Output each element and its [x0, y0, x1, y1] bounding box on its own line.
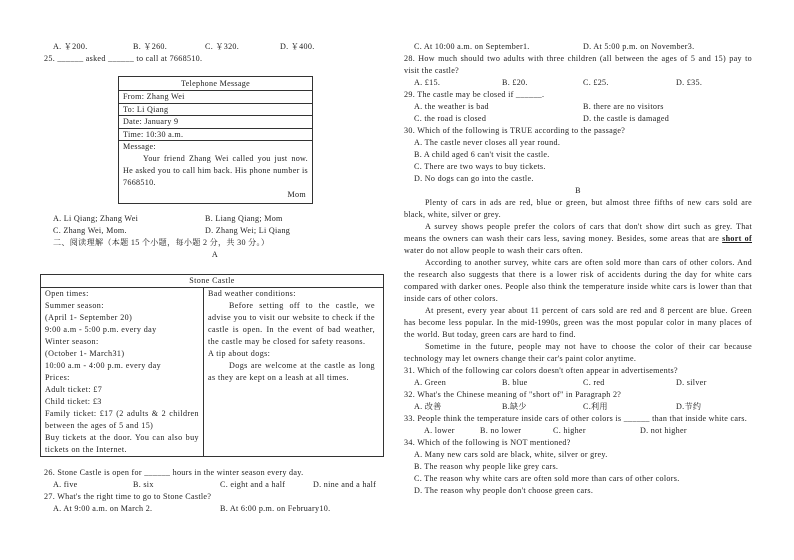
q32-stem: 32. What's the Chinese meaning of "short of" in Paragraph 2? [404, 390, 622, 399]
dogs-tip-text: Dogs are welcome at the castle as long as they are kept on a leash at all times. [208, 361, 375, 382]
dogs-tip-label: A tip about dogs: [208, 349, 271, 358]
message-time: Time: 10:30 a.m. [119, 129, 312, 142]
q28-stem: 28. How much should two adults with three children (all between the ages of 5 and 15) pay to visit the castle? [404, 54, 752, 75]
q26-option-c: C. eight and a half [220, 480, 286, 489]
q26-option-a: A. five [53, 480, 78, 489]
q29-options-row-1 [404, 101, 752, 113]
passage-b-paragraph-3: According to another survey, white cars are often sold more than cars of other colors. And the research also suggests that there is a lower risk of accidents during the day for white cars compared with darker ones. People also think the temperature inside white cars is lower than that inside cars of other colors. [404, 258, 752, 303]
message-from: From: Zhang Wei [119, 91, 312, 104]
message-content [119, 141, 312, 203]
q28-option-d: D. £35. [676, 78, 703, 87]
q33-stem: 33. People think the temperature inside cars of other colors is ______ than that inside white cars. [404, 414, 748, 423]
q31-option-c: C. red [583, 378, 605, 387]
q31-option-d: D. silver [676, 378, 707, 387]
winter-season-dates: (October 1- March31) [45, 349, 125, 358]
q25-stem: 25. ______ asked ______ to call at 7668510. [44, 54, 203, 63]
message-body: Your friend Zhang Wei called you just now. He asked you to call him back. His phone number is 7668510. [123, 154, 308, 187]
bad-weather-text: Before setting off to the castle, we advise you to visit our website to check if the castle is open. In the event of bad weather, the castle may be closed for safety reasons. [208, 301, 375, 346]
prices-label: Prices: [45, 373, 70, 382]
summer-season-hours: 9:00 a.m - 5:00 p.m. every day [45, 325, 157, 334]
summer-season-dates: (April 1- September 20) [45, 313, 133, 322]
q33-option-b: B. no lower [480, 426, 522, 435]
q33-option-d: D. not higher [640, 426, 687, 435]
message-date: Date: January 9 [119, 116, 312, 129]
q31-option-a: A. Green [414, 378, 447, 387]
q30-option-b: B. A child aged 6 can't visit the castle. [414, 150, 550, 159]
q29-option-a: A. the weather is bad [414, 102, 489, 111]
q26-stem: 26. Stone Castle is open for ______ hours in the winter season every day. [44, 468, 304, 477]
q27-option-a: A. At 9:00 a.m. on March 2. [53, 504, 153, 513]
child-ticket-price: Child ticket: £3 [45, 397, 102, 406]
telephone-message-box [118, 76, 313, 204]
stone-castle-body [41, 288, 383, 456]
stone-castle-notice [40, 274, 384, 457]
stone-castle-notes [204, 288, 383, 456]
message-to: To: Li Qiang [119, 104, 312, 117]
message-signature: Mom [287, 190, 306, 199]
paragraph-2-text-before: A survey shows people prefer the colors of cars that don't show dirt such as grey. That means the owners can wash their cars less, saving money. Besides, some areas that are [404, 222, 752, 243]
passage-a-label: A [211, 250, 219, 259]
message-label: Message: [123, 142, 156, 151]
paragraph-2-text-after: water do not allow people to wash their cars often. [404, 246, 583, 255]
stone-castle-times-prices [41, 288, 204, 456]
q33-options [404, 425, 752, 437]
q27-option-d: D. At 5:00 p.m. on November3. [583, 42, 695, 51]
passage-b-paragraph-1: Plenty of cars in ads are red, blue or green, but almost three fifths of new cars sold are black, white, silver or grey. [404, 198, 752, 219]
q33-option-a: A. lower [424, 426, 455, 435]
q26-option-d: D. nine and a half [313, 480, 377, 489]
q34-option-b: B. The reason why people like grey cars. [414, 462, 559, 471]
right-column [404, 41, 752, 497]
open-times-label: Open times: [45, 289, 89, 298]
q29-option-c: C. the road is closed [414, 114, 487, 123]
passage-b [404, 197, 752, 365]
winter-season-label: Winter season: [45, 337, 99, 346]
q32-option-a: A. 改善 [414, 402, 442, 411]
q30-stem: 30. Which of the following is TRUE according to the passage? [404, 126, 626, 135]
q30-option-a: A. The castle never closes all year round. [414, 138, 561, 147]
q32-option-d: D.节约 [676, 402, 702, 411]
q34-option-d: D. The reason why people don't choose green cars. [414, 486, 594, 495]
q24-option-a: A. ￥200. [53, 42, 88, 51]
bad-weather-label: Bad weather conditions: [208, 289, 296, 298]
q25-option-c: C. Zhang Wei, Mom. [53, 226, 127, 235]
q24-option-c: C. ￥320. [205, 42, 240, 51]
q28-option-a: A. £15. [414, 78, 441, 87]
telephone-message-title: Telephone Message [119, 77, 312, 91]
q25-option-b: B. Liang Qiang; Mom [205, 214, 283, 223]
q27-stem: 27. What's the right time to go to Stone Castle? [44, 492, 212, 501]
ticket-purchase-info: Buy tickets at the door. You can also buy tickets on the Internet. [45, 433, 199, 454]
q24-options [44, 41, 386, 53]
q34-stem: 34. Which of the following is NOT mentioned? [404, 438, 571, 447]
q34-option-c: C. The reason why white cars are often sold more than cars of other colors. [414, 474, 680, 483]
q31-options [404, 377, 752, 389]
q29-stem: 29. The castle may be closed if ______. [404, 90, 545, 99]
q24-option-b: B. ￥260. [133, 42, 168, 51]
q30-option-c: C. There are two ways to buy tickets. [414, 162, 546, 171]
left-column [44, 41, 386, 515]
q27-options-row-2 [404, 41, 752, 53]
q25-option-d: D. Zhang Wei; Li Qiang [205, 226, 291, 235]
winter-season-hours: 10:00 a.m - 4:00 p.m. every day [45, 361, 162, 370]
passage-b-paragraph-2 [404, 221, 752, 257]
stone-castle-title: Stone Castle [41, 275, 383, 288]
q30-option-d: D. No dogs can go into the castle. [414, 174, 534, 183]
q32-option-c: C.利用 [583, 402, 608, 411]
q26-option-b: B. six [133, 480, 154, 489]
q25-option-a: A. Li Qiang; Zhang Wei [53, 214, 139, 223]
summer-season-label: Summer season: [45, 301, 104, 310]
section-heading: 二、阅读理解（本题 15 个小题，每小题 2 分，共 30 分。） [53, 238, 270, 247]
passage-b-paragraph-4: At present, every year about 11 percent of cars sold are red and 8 percent are blue. Green has become less popular. In the mid-1990s, green was the most popular color in many places of the world. But today, green cars are hard to find. [404, 306, 752, 339]
q28-option-b: B. £20. [502, 78, 528, 87]
q32-option-b: B.缺少 [502, 402, 527, 411]
q28-options [404, 77, 752, 89]
passage-b-label: B [575, 186, 581, 195]
passage-b-paragraph-5: Sometime in the future, people may not have to choose the color of their car because technology may let owners change their car's paint color anytime. [404, 342, 752, 363]
q33-option-c: C. higher [553, 426, 586, 435]
q25-options-row-2 [44, 225, 386, 237]
q27-options-row-1 [44, 503, 386, 515]
q27-option-b: B. At 6:00 p.m. on February10. [220, 504, 331, 513]
q27-option-c: C. At 10:00 a.m. on September1. [414, 42, 530, 51]
q31-option-b: B. blue [502, 378, 528, 387]
q25-options-row-1 [44, 213, 386, 225]
q34-option-a: A. Many new cars sold are black, white, silver or grey. [414, 450, 608, 459]
adult-ticket-price: Adult ticket: £7 [45, 385, 103, 394]
q26-options [44, 479, 386, 491]
q29-option-d: D. the castle is damaged [583, 114, 670, 123]
family-ticket-price: Family ticket: £17 (2 adults & 2 children between the ages of 5 and 15) [45, 409, 199, 430]
q28-option-c: C. £25. [583, 78, 609, 87]
q31-stem: 31. Which of the following car colors doesn't often appear in advertisements? [404, 366, 678, 375]
underlined-phrase: short of [722, 234, 752, 243]
q24-option-d: D. ￥400. [280, 42, 315, 51]
q32-options [404, 401, 752, 413]
q29-option-b: B. there are no visitors [583, 102, 664, 111]
q29-options-row-2 [404, 113, 752, 125]
